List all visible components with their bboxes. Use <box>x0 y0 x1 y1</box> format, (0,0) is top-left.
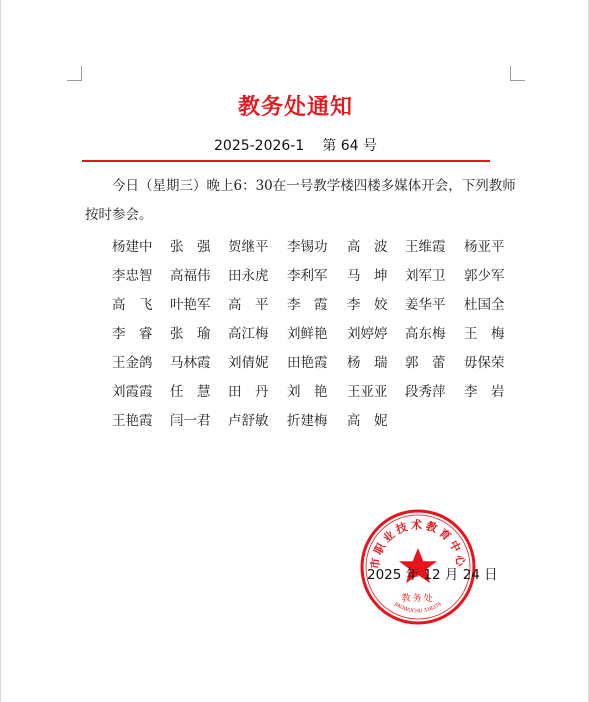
attendee-name: 张 强 <box>170 239 211 255</box>
attendee-name: 贺继平 <box>228 239 269 255</box>
attendee-name: 高 飞 <box>112 297 153 313</box>
attendee-row <box>112 291 522 320</box>
sign-date: 2025 年 12 月 24 日 <box>367 567 498 583</box>
attendee-name: 田永虎 <box>228 268 269 284</box>
attendee-row <box>112 349 522 378</box>
attendee-name: 王亚亚 <box>347 384 388 400</box>
notice-body: 今日（星期三）晚上6：30在一号教学楼四楼多媒体开会，下列教师按时参会。 <box>85 178 516 223</box>
attendee-name: 姜华平 <box>405 297 446 313</box>
attendee-name: 任 慧 <box>170 384 211 400</box>
attendee-name: 马 坤 <box>347 268 388 284</box>
attendee-name: 卢舒敏 <box>228 413 269 429</box>
doc-number-code: 2025-2026-1 <box>214 138 305 154</box>
attendee-name: 田艳霞 <box>287 355 328 371</box>
attendee-name: 王维霞 <box>405 239 446 255</box>
attendee-name: 刘军卫 <box>405 268 446 284</box>
attendee-name: 闫一君 <box>170 413 211 429</box>
attendee-list <box>112 233 522 436</box>
attendee-name: 刘倩妮 <box>228 355 269 371</box>
attendee-name: 李 姣 <box>347 297 388 313</box>
seal-arc-text: 市职业技术教育中心 <box>368 518 468 570</box>
attendee-name: 段秀萍 <box>405 384 446 400</box>
attendee-name: 郭少军 <box>464 268 505 284</box>
attendee-name: 李 岩 <box>464 384 505 400</box>
document-number <box>1 135 589 155</box>
attendee-name: 李忠智 <box>112 268 153 284</box>
attendee-name: 高 妮 <box>347 413 388 429</box>
attendee-name: 李 霞 <box>287 297 328 313</box>
attendee-name: 杨 瑞 <box>347 355 388 371</box>
attendee-name: 高江梅 <box>228 326 269 342</box>
attendee-name: 高 平 <box>228 297 269 313</box>
attendee-name: 杨建中 <box>112 239 153 255</box>
attendee-row <box>112 378 522 407</box>
attendee-name: 李利军 <box>287 268 328 284</box>
attendee-name: 田 丹 <box>228 384 269 400</box>
attendee-name: 高福伟 <box>170 268 211 284</box>
seal-bottom-text: JIAOWUCHU 318379 <box>393 601 443 615</box>
attendee-name: 刘霞霞 <box>112 384 153 400</box>
attendee-name: 杨亚平 <box>464 239 505 255</box>
attendee-name: 刘婷婷 <box>347 326 388 342</box>
attendee-name: 郭 蕾 <box>405 355 446 371</box>
attendee-name: 王 梅 <box>464 326 505 342</box>
attendee-name: 杜国全 <box>464 297 505 313</box>
doc-serial: 第 64 号 <box>322 138 377 154</box>
attendee-name: 高东梅 <box>405 326 446 342</box>
attendee-row <box>112 233 522 262</box>
attendee-row <box>112 262 522 291</box>
attendee-name: 毋保荣 <box>464 355 505 371</box>
attendee-name: 王艳霞 <box>112 413 153 429</box>
margin-corner-mark <box>510 66 525 81</box>
attendee-name: 马林霞 <box>170 355 211 371</box>
attendee-name: 王金鸽 <box>112 355 153 371</box>
attendee-name: 叶艳军 <box>170 297 211 313</box>
attendee-row <box>112 407 522 436</box>
attendee-row <box>112 320 522 349</box>
attendee-name: 张 瑜 <box>170 326 211 342</box>
attendee-name: 高 波 <box>347 239 388 255</box>
attendee-name: 刘 艳 <box>287 384 328 400</box>
notice-title: 教务处通知 <box>237 95 353 120</box>
attendee-name: 折建梅 <box>287 413 328 429</box>
margin-corner-mark <box>67 66 82 81</box>
seal-center-text: 教务处 <box>401 594 435 604</box>
attendee-name: 刘鲜艳 <box>287 326 328 342</box>
attendee-name: 李 睿 <box>112 326 153 342</box>
red-header-rule <box>82 160 490 162</box>
attendee-name: 李锡功 <box>287 239 328 255</box>
